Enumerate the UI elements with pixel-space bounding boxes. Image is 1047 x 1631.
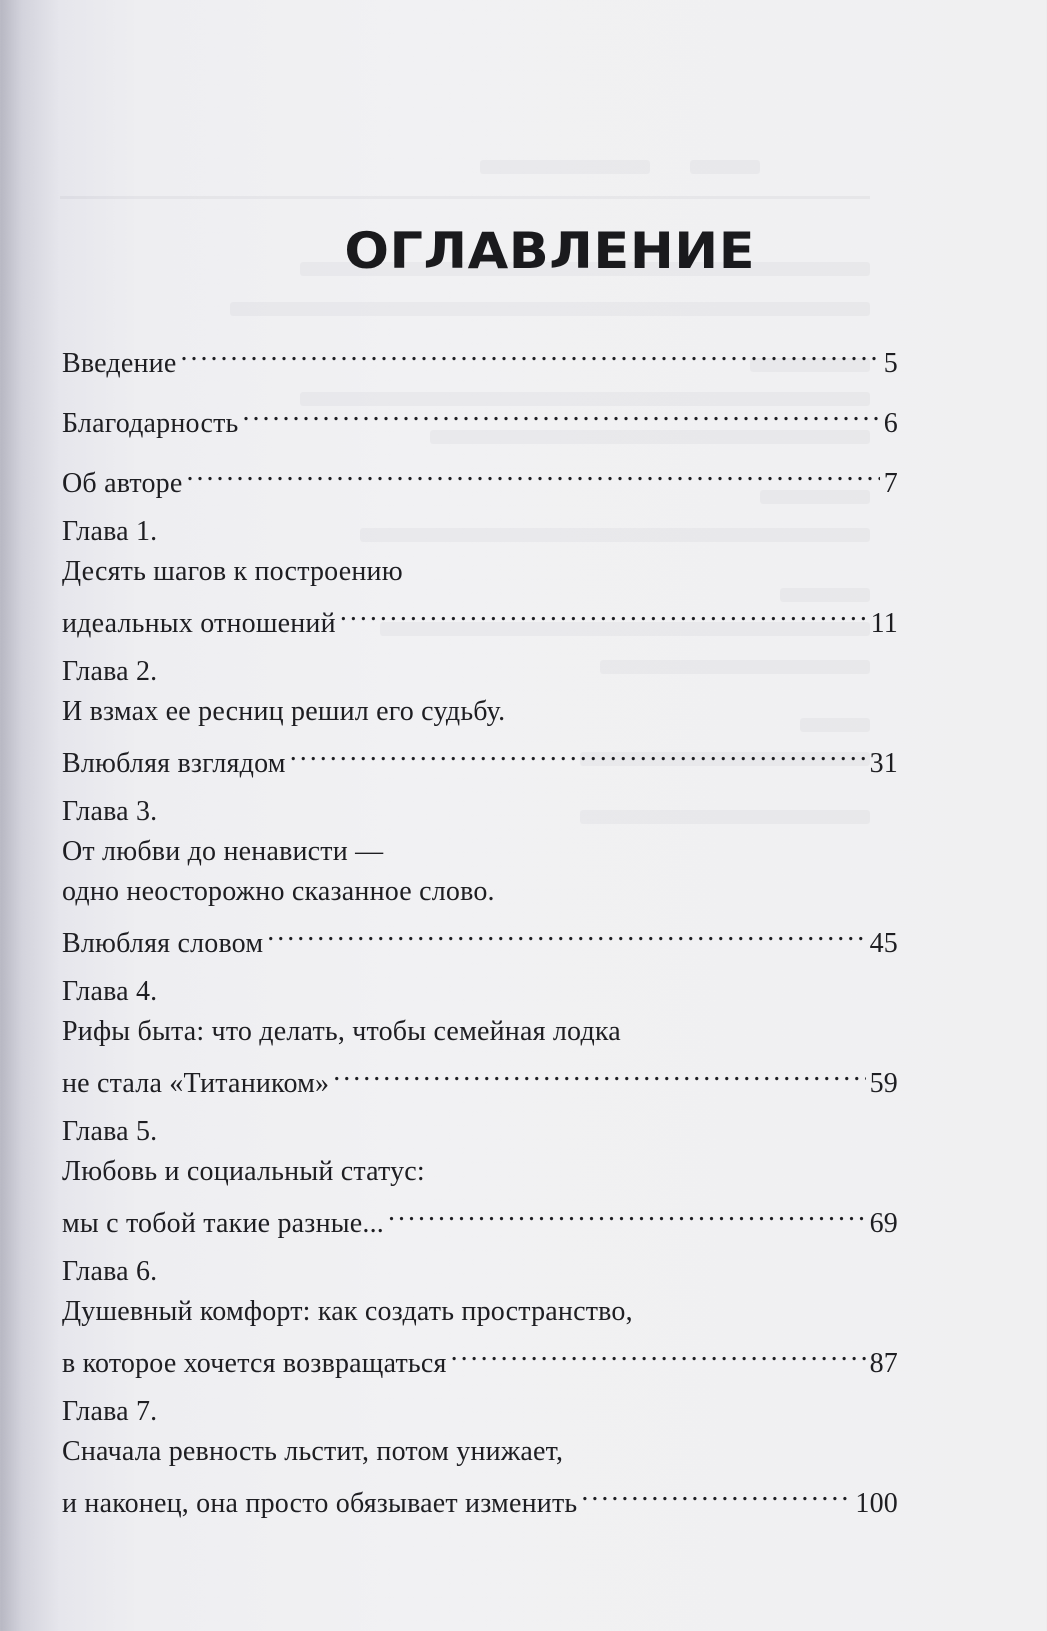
toc-entry-title-line: Душевный комфорт: как создать пространство, (62, 1296, 633, 1327)
toc-entry-title-line: Рифы быта: что делать, чтобы семейная лодка (62, 1016, 621, 1047)
toc-entry-page-number: 87 (869, 1348, 898, 1379)
toc-entry-page-number: 6 (883, 408, 898, 439)
toc-entry-chapter-label: Глава 6. (62, 1256, 158, 1287)
toc-entry-page-number: 59 (869, 1068, 898, 1099)
dot-leader (267, 912, 865, 952)
dot-leader (388, 1192, 866, 1232)
dot-leader (333, 1052, 865, 1092)
toc-entry-leader-row (62, 912, 898, 959)
toc-entry-leader-row (62, 392, 898, 439)
toc-entry (62, 392, 898, 439)
toc-entry-leader-row (62, 1472, 898, 1519)
toc-entry-leader-row (62, 1332, 898, 1379)
toc-entry-page-number: 11 (870, 608, 898, 639)
toc-entry-title: не стала «Титаником» (62, 1068, 330, 1099)
toc-entry (62, 1112, 898, 1239)
dot-leader (451, 1332, 866, 1372)
toc-entry-title-line: одно неосторожно сказанное слово. (62, 876, 495, 907)
toc-entry-title: и наконец, она просто обязывает изменить (62, 1488, 578, 1519)
dot-leader (180, 332, 879, 372)
toc-entry-leader-row (62, 1052, 898, 1099)
toc-entry (62, 1252, 898, 1379)
toc-title: ОГЛАВЛЕНИЕ (344, 222, 756, 280)
toc-entry-title: Благодарность (62, 408, 239, 439)
toc-entry-page-number: 45 (869, 928, 898, 959)
dot-leader (581, 1472, 851, 1512)
toc-entry-title-line: Сначала ревность льстит, потом унижает, (62, 1436, 564, 1467)
toc-entry-page-number: 5 (883, 348, 898, 379)
toc-entry-page-number: 7 (883, 468, 898, 499)
toc-entry-title: Влюбляя взглядом (62, 748, 286, 779)
toc-entry-page-number: 31 (869, 748, 898, 779)
toc-entry-leader-row (62, 592, 898, 639)
toc-entry (62, 652, 898, 779)
toc-entry (62, 332, 898, 379)
toc-entry-chapter-label: Глава 7. (62, 1396, 158, 1427)
toc-entry-leader-row (62, 732, 898, 779)
toc-entry-title-line: Любовь и социальный статус: (62, 1156, 425, 1187)
toc-entry (62, 792, 898, 959)
toc-entry-chapter-label: Глава 1. (62, 516, 158, 547)
dot-leader (340, 592, 867, 632)
toc-entry-chapter-label: Глава 2. (62, 656, 158, 687)
toc-entry-title: идеальных отношений (62, 608, 336, 639)
toc-entry-leader-row (62, 452, 898, 499)
dot-leader (242, 392, 879, 432)
toc-entry-page-number: 69 (869, 1208, 898, 1239)
toc-entry (62, 972, 898, 1099)
toc-entry-chapter-label: Глава 4. (62, 976, 158, 1007)
toc-entry-leader-row (62, 332, 898, 379)
dot-leader (187, 452, 880, 492)
toc-entry-title-line: И взмах ее ресниц решил его судьбу. (62, 696, 506, 727)
toc-entry-leader-row (62, 1192, 898, 1239)
toc-entry-title-line: Десять шагов к построению (62, 556, 403, 587)
toc-entry-title: мы с тобой такие разные... (62, 1208, 384, 1239)
table-of-contents (62, 332, 898, 1519)
toc-entry (62, 1392, 898, 1519)
toc-entry (62, 452, 898, 499)
toc-entry-chapter-label: Глава 5. (62, 1116, 158, 1147)
toc-entry-title: в которое хочется возвращаться (62, 1348, 447, 1379)
toc-entry-chapter-label: Глава 3. (62, 796, 158, 827)
toc-entry-title: Об авторе (62, 468, 183, 499)
toc-entry-page-number: 100 (855, 1488, 898, 1519)
toc-entry-title: Введение (62, 348, 177, 379)
dot-leader (290, 732, 866, 772)
toc-entry-title-line: От любви до ненависти — (62, 836, 384, 867)
toc-entry (62, 512, 898, 639)
toc-entry-title: Влюбляя словом (62, 928, 264, 959)
